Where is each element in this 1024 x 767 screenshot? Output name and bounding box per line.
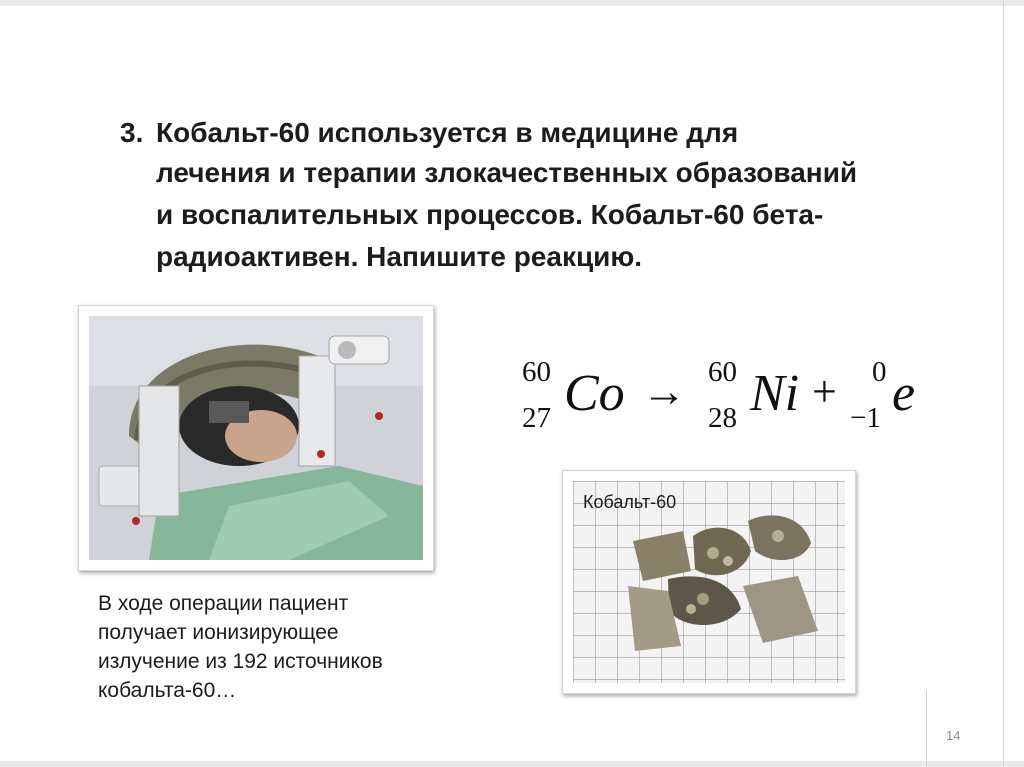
task-line-2: лечения и терапии злокачественных образований	[156, 157, 858, 188]
left-photo-caption	[98, 589, 383, 705]
plus-sign: +	[812, 367, 837, 416]
slide-bottom-frame	[0, 761, 1024, 767]
gamma-knife-illustration	[89, 316, 423, 560]
slide-top-frame	[0, 0, 1024, 6]
task-line-4: радиоактивен. Напишите реакцию.	[156, 241, 643, 272]
reaction-arrow: →	[642, 367, 686, 416]
page-number: 14	[946, 728, 961, 743]
task-number: 3.	[120, 117, 144, 148]
co-atomic-number: 27	[522, 402, 551, 434]
electron-symbol: e	[892, 365, 916, 422]
electron-charge: −1	[850, 402, 881, 434]
task-line-1: Кобальт-60 используется в медицине для	[156, 117, 739, 148]
ni-symbol: Ni	[750, 365, 800, 422]
ni-atomic-number: 28	[708, 402, 737, 434]
caption-line-1: В ходе операции пациент	[98, 592, 349, 615]
cobalt-photo-label: Кобальт-60	[583, 492, 677, 512]
caption-line-3: излучение из 192 источников	[98, 650, 383, 673]
slide-right-border	[1003, 0, 1004, 767]
footer-divider	[926, 690, 927, 767]
gamma-knife-photo	[78, 305, 434, 571]
co-mass-number: 60	[522, 356, 551, 388]
caption-line-4: кобальта-60…	[98, 679, 237, 702]
nuclear-equation	[500, 350, 960, 450]
electron-mass-number: 0	[872, 356, 887, 388]
ni-mass-number: 60	[708, 356, 737, 388]
caption-line-2: получает ионизирующее	[98, 621, 339, 644]
task-line-3: и воспалительных процессов. Кобальт-60 бета-	[156, 199, 824, 230]
co-symbol: Co	[564, 365, 625, 422]
